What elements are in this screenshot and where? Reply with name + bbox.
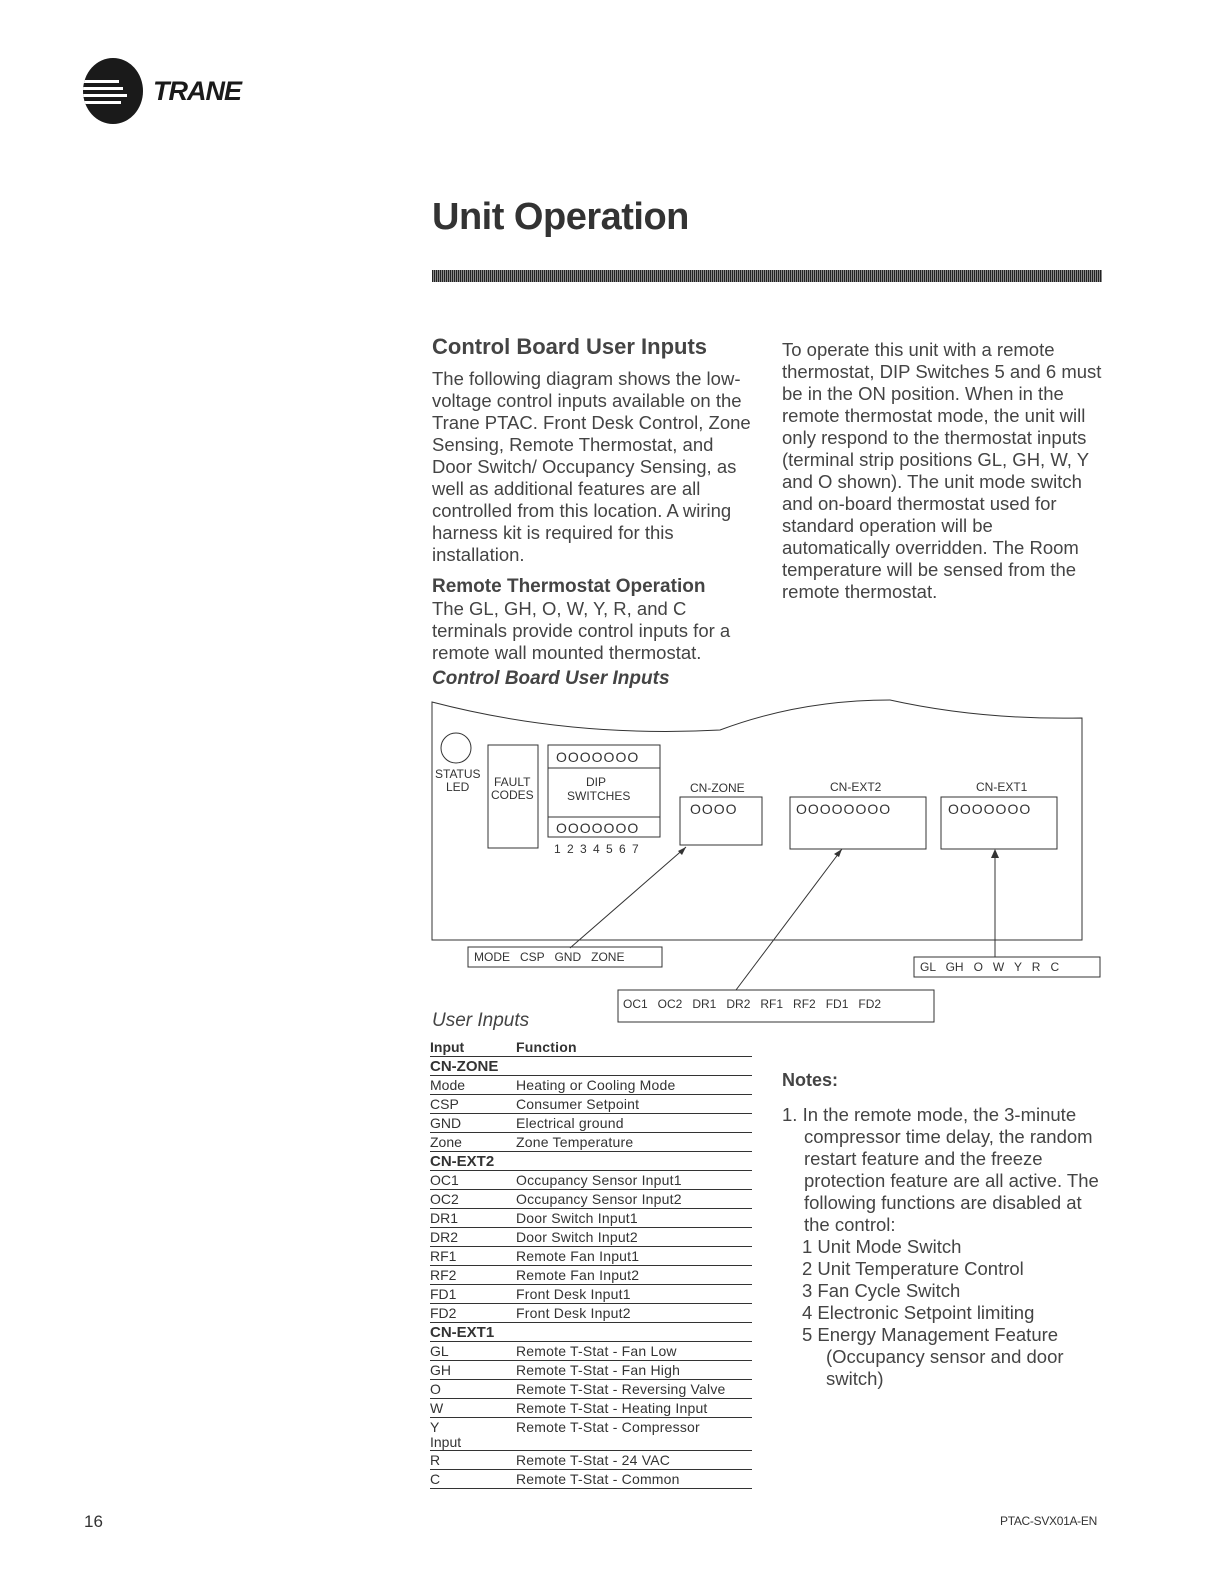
document-id: PTAC-SVX01A-EN: [1000, 1514, 1097, 1528]
status-led-label-2: LED: [446, 780, 470, 794]
fault-codes-label-2: CODES: [491, 788, 534, 802]
notes-title: Notes:: [782, 1070, 839, 1090]
input-cell: RF1: [430, 1248, 457, 1264]
table-row: [430, 1361, 752, 1380]
trane-logo-icon: [83, 58, 143, 124]
list-item: 1 Unit Mode Switch: [802, 1236, 962, 1257]
table-row: [430, 1133, 752, 1152]
input-cell: W: [430, 1400, 444, 1416]
input-cell: DR1: [430, 1210, 459, 1226]
input-cell: GND: [430, 1115, 462, 1131]
list-item: 3 Fan Cycle Switch: [802, 1280, 961, 1301]
function-cell: Remote Fan Input2: [516, 1267, 640, 1283]
dip-label-1: DIP: [586, 775, 607, 789]
brand-logo-text: TRANE: [153, 76, 241, 106]
function-cell: Occupancy Sensor Input1: [516, 1172, 682, 1188]
table-row: [430, 1451, 752, 1470]
cn-zone-label: CN-ZONE: [690, 781, 745, 795]
input-cell: R: [430, 1452, 441, 1468]
function-cell: Remote T-Stat - Common: [516, 1471, 680, 1487]
cn-ext2-label: CN-EXT2: [830, 780, 882, 794]
table-row: [430, 1114, 752, 1133]
dip-numbers: 1 2 3 4 5 6 7: [554, 842, 641, 856]
input-cell: RF2: [430, 1267, 457, 1283]
input-cell: Y: [430, 1419, 440, 1435]
input-cell-continued: Input: [430, 1434, 462, 1450]
user-inputs-table: [430, 1038, 752, 1489]
control-board-diagram: [420, 690, 1110, 1030]
user-inputs-title: User Inputs: [432, 1010, 530, 1031]
cn-zone-dots: OOOO: [690, 801, 738, 817]
col-function-header: Function: [516, 1039, 577, 1055]
board-outline: [432, 700, 1082, 940]
list-item: 5 Energy Management Feature: [802, 1324, 1059, 1345]
ext2-strip-labels: OC1 OC2 DR1 DR2 RF1 RF2 FD1 FD2: [623, 997, 882, 1011]
function-cell: Heating or Cooling Mode: [516, 1077, 676, 1093]
table-row: [430, 1076, 752, 1095]
table-row: [430, 1304, 752, 1323]
cn-ext2-dots: OOOOOOOO: [796, 801, 892, 817]
input-cell: OC1: [430, 1172, 459, 1188]
diagram-caption: Control Board User Inputs: [432, 668, 670, 689]
input-cell: GH: [430, 1362, 451, 1378]
function-cell: Door Switch Input1: [516, 1210, 638, 1226]
table-row: [430, 1399, 752, 1418]
status-led-icon: [441, 733, 471, 763]
note-item-1: 1. In the remote mode, the 3-minute compressor time delay, the random restart feature and the freeze protection feature are all active. The following functions are disabled at the control:: [782, 1104, 1099, 1235]
sub-paragraph: The GL, GH, O, W, Y, R, and C terminals provide control inputs for a remote wall mounted thermostat.: [432, 598, 731, 663]
disabled-functions-list: [782, 1236, 1112, 1390]
input-cell: DR2: [430, 1229, 459, 1245]
table-row: [430, 1209, 752, 1228]
right-paragraph: To operate this unit with a remote thermostat, DIP Switches 5 and 6 must be in the ON position. When in the remote thermostat mode, the unit will only respond to the thermostat inputs (terminal strip positions GL, GH, W, Y and O shown). The unit mode switch and on-board thermostat used for standard operation will be automatically overridden. The Room temperature will be sensed from the remote thermostat.: [782, 339, 1102, 602]
group-cn-ext1: [430, 1323, 752, 1342]
group-label: CN-EXT2: [430, 1153, 495, 1170]
table-header: [430, 1038, 752, 1057]
group-label: CN-EXT1: [430, 1324, 495, 1341]
table-row: [430, 1285, 752, 1304]
function-cell: Remote T-Stat - Compressor: [516, 1419, 700, 1435]
function-cell: Front Desk Input1: [516, 1286, 631, 1302]
ext1-strip-labels: GL GH O W Y R C: [920, 960, 1060, 974]
function-cell: Remote T-Stat - 24 VAC: [516, 1452, 671, 1468]
list-item: 4 Electronic Setpoint limiting: [802, 1302, 1035, 1323]
intro-paragraph: The following diagram shows the low-voltage control inputs available on the Trane PTAC. Front Desk Control, Zone Sensing, Remote Thermostat, and Door Switch/ Occupancy Sensing, as well as additional features are all controlled from this location. A wiring harness kit is required for this installation.: [432, 368, 751, 565]
cn-ext1-label: CN-EXT1: [976, 780, 1028, 794]
dip-label-2: SWITCHES: [567, 789, 631, 803]
input-cell: O: [430, 1381, 441, 1397]
input-cell: GL: [430, 1343, 449, 1359]
input-cell: C: [430, 1471, 441, 1487]
table-row: [430, 1190, 752, 1209]
table-row: [430, 1380, 752, 1399]
input-cell: CSP: [430, 1096, 459, 1112]
group-label: CN-ZONE: [430, 1058, 499, 1075]
section-heading: Control Board User Inputs: [432, 334, 708, 359]
table-row: [430, 1171, 752, 1190]
function-cell: Remote Fan Input1: [516, 1248, 640, 1264]
group-cn-zone: [430, 1057, 752, 1076]
table-row: [430, 1418, 752, 1451]
function-cell: Occupancy Sensor Input2: [516, 1191, 682, 1207]
status-led-label-1: STATUS: [435, 767, 481, 781]
function-cell: Zone Temperature: [516, 1134, 634, 1150]
function-cell: Front Desk Input2: [516, 1305, 631, 1321]
table-row: [430, 1342, 752, 1361]
function-cell: Door Switch Input2: [516, 1229, 638, 1245]
page-title: Unit Operation: [432, 196, 689, 238]
cn-ext1-dots: OOOOOOO: [948, 801, 1032, 817]
col-input-header: Input: [430, 1039, 465, 1055]
title-rule: [432, 270, 1102, 282]
table-row: [430, 1095, 752, 1114]
zone-strip-labels: MODE CSP GND ZONE: [474, 950, 625, 964]
list-item-tail: (Occupancy sensor and door switch): [826, 1346, 1064, 1389]
page-number: 16: [84, 1512, 103, 1531]
function-cell: Consumer Setpoint: [516, 1096, 640, 1112]
table-row: [430, 1247, 752, 1266]
dip-dots-top: OOOOOOO: [556, 749, 640, 765]
table-row: [430, 1228, 752, 1247]
function-cell: Remote T-Stat - Reversing Valve: [516, 1381, 726, 1397]
table-row: [430, 1266, 752, 1285]
group-cn-ext2: [430, 1152, 752, 1171]
function-cell: Remote T-Stat - Fan Low: [516, 1343, 677, 1359]
function-cell: Electrical ground: [516, 1115, 624, 1131]
input-cell: OC2: [430, 1191, 459, 1207]
fault-codes-label-1: FAULT: [494, 775, 531, 789]
input-cell: Zone: [430, 1134, 462, 1150]
table-row: [430, 1470, 752, 1489]
notes-body: [782, 1104, 1112, 1390]
sub-heading: Remote Thermostat Operation: [432, 576, 706, 597]
input-cell: Mode: [430, 1077, 466, 1093]
list-item: 2 Unit Temperature Control: [802, 1258, 1024, 1279]
function-cell: Remote T-Stat - Heating Input: [516, 1400, 708, 1416]
input-cell: FD2: [430, 1305, 457, 1321]
function-cell: Remote T-Stat - Fan High: [516, 1362, 681, 1378]
input-cell: FD1: [430, 1286, 457, 1302]
dip-dots-bottom: OOOOOOO: [556, 820, 640, 836]
